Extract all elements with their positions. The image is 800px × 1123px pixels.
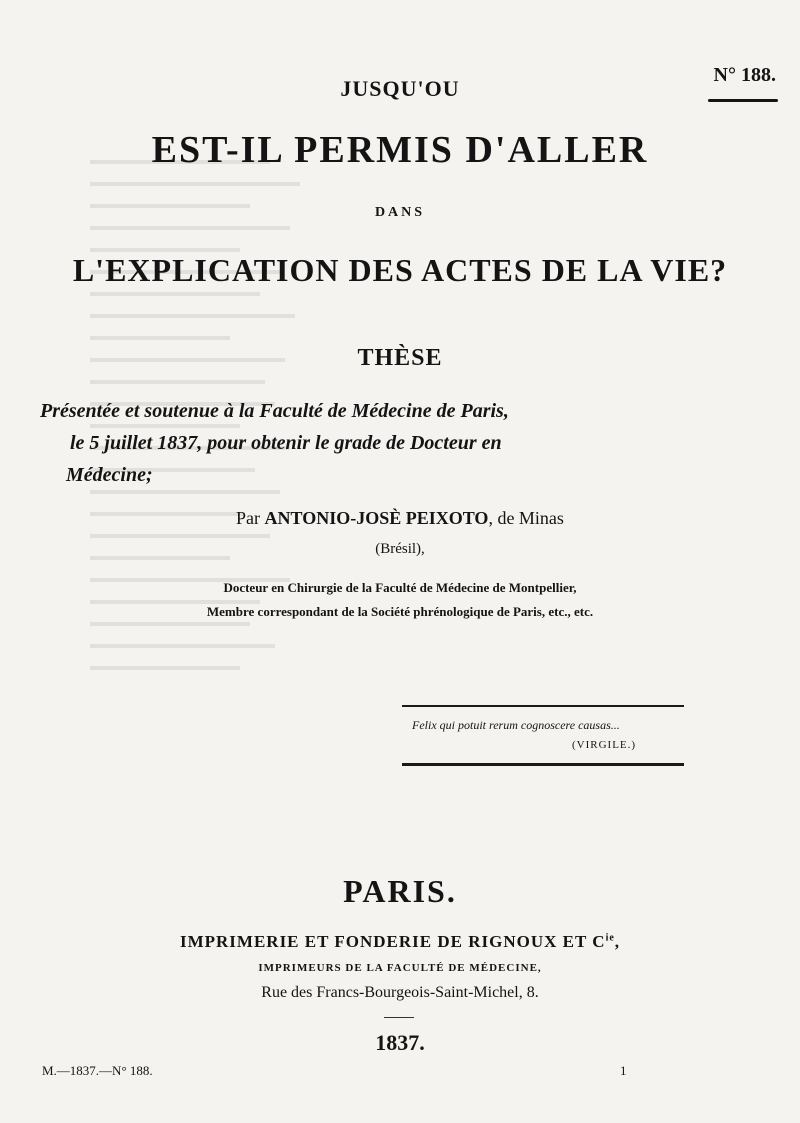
author-prefix: Par (236, 508, 265, 528)
printer-address: Rue des Francs-Bourgeois-Saint-Michel, 8. (261, 984, 539, 1001)
epigraph-top-rule (402, 705, 684, 707)
epigraph-author: (VIRGILE.) (572, 739, 637, 751)
epigraph-bottom-rule (402, 763, 684, 766)
title-line-2: EST-IL PERMIS D'ALLER (151, 129, 649, 171)
presentation-line-2: le 5 juillet 1837, pour obtenir le grade de Docteur en (70, 432, 502, 454)
author-suffix: , de Minas (488, 508, 564, 528)
footer-reference: M.—1837.—N° 188. (42, 1063, 153, 1078)
presentation-text (40, 395, 760, 491)
publication-year: 1837. (375, 1030, 425, 1055)
credential-2: Membre correspondant de la Société phrénologique de Paris, etc., etc. (206, 604, 594, 619)
author-name: ANTONIO-JOSÈ PEIXOTO (264, 508, 489, 528)
year-rule (384, 1017, 414, 1018)
printer-comma: , (614, 932, 621, 951)
page-number: 1 (620, 1063, 627, 1078)
credential-1: Docteur en Chirurgie de la Faculté de Médecine de Montpellier, (223, 580, 577, 595)
epigraph-quote: Felix qui potuit rerum cognoscere causas... (412, 718, 620, 732)
presentation-line-3: Médecine; (66, 464, 153, 486)
title-line-1: JUSQU'OU (340, 76, 460, 101)
these-heading: THÈSE (357, 345, 443, 371)
epigraph (402, 705, 684, 765)
printer-name: IMPRIMERIE ET FONDERIE DE RIGNOUX ET C (179, 932, 606, 951)
presentation-line-1: Présentée et soutenue à la Faculté de Médecine de Paris, (40, 400, 509, 422)
city: PARIS. (343, 873, 457, 909)
printer-line-1 (0, 932, 800, 952)
document-number: N° 188. (713, 64, 776, 86)
title-line-4: L'EXPLICATION DES ACTES DE LA VIE? (72, 252, 728, 288)
author-origin: (Brésil), (375, 541, 425, 557)
title-line-3: DANS (374, 205, 426, 220)
author-line (0, 508, 800, 529)
printer-line-2: IMPRIMEURS DE LA FACULTÉ DE MÉDECINE, (258, 962, 542, 974)
printer-superscript: ie (605, 932, 615, 944)
